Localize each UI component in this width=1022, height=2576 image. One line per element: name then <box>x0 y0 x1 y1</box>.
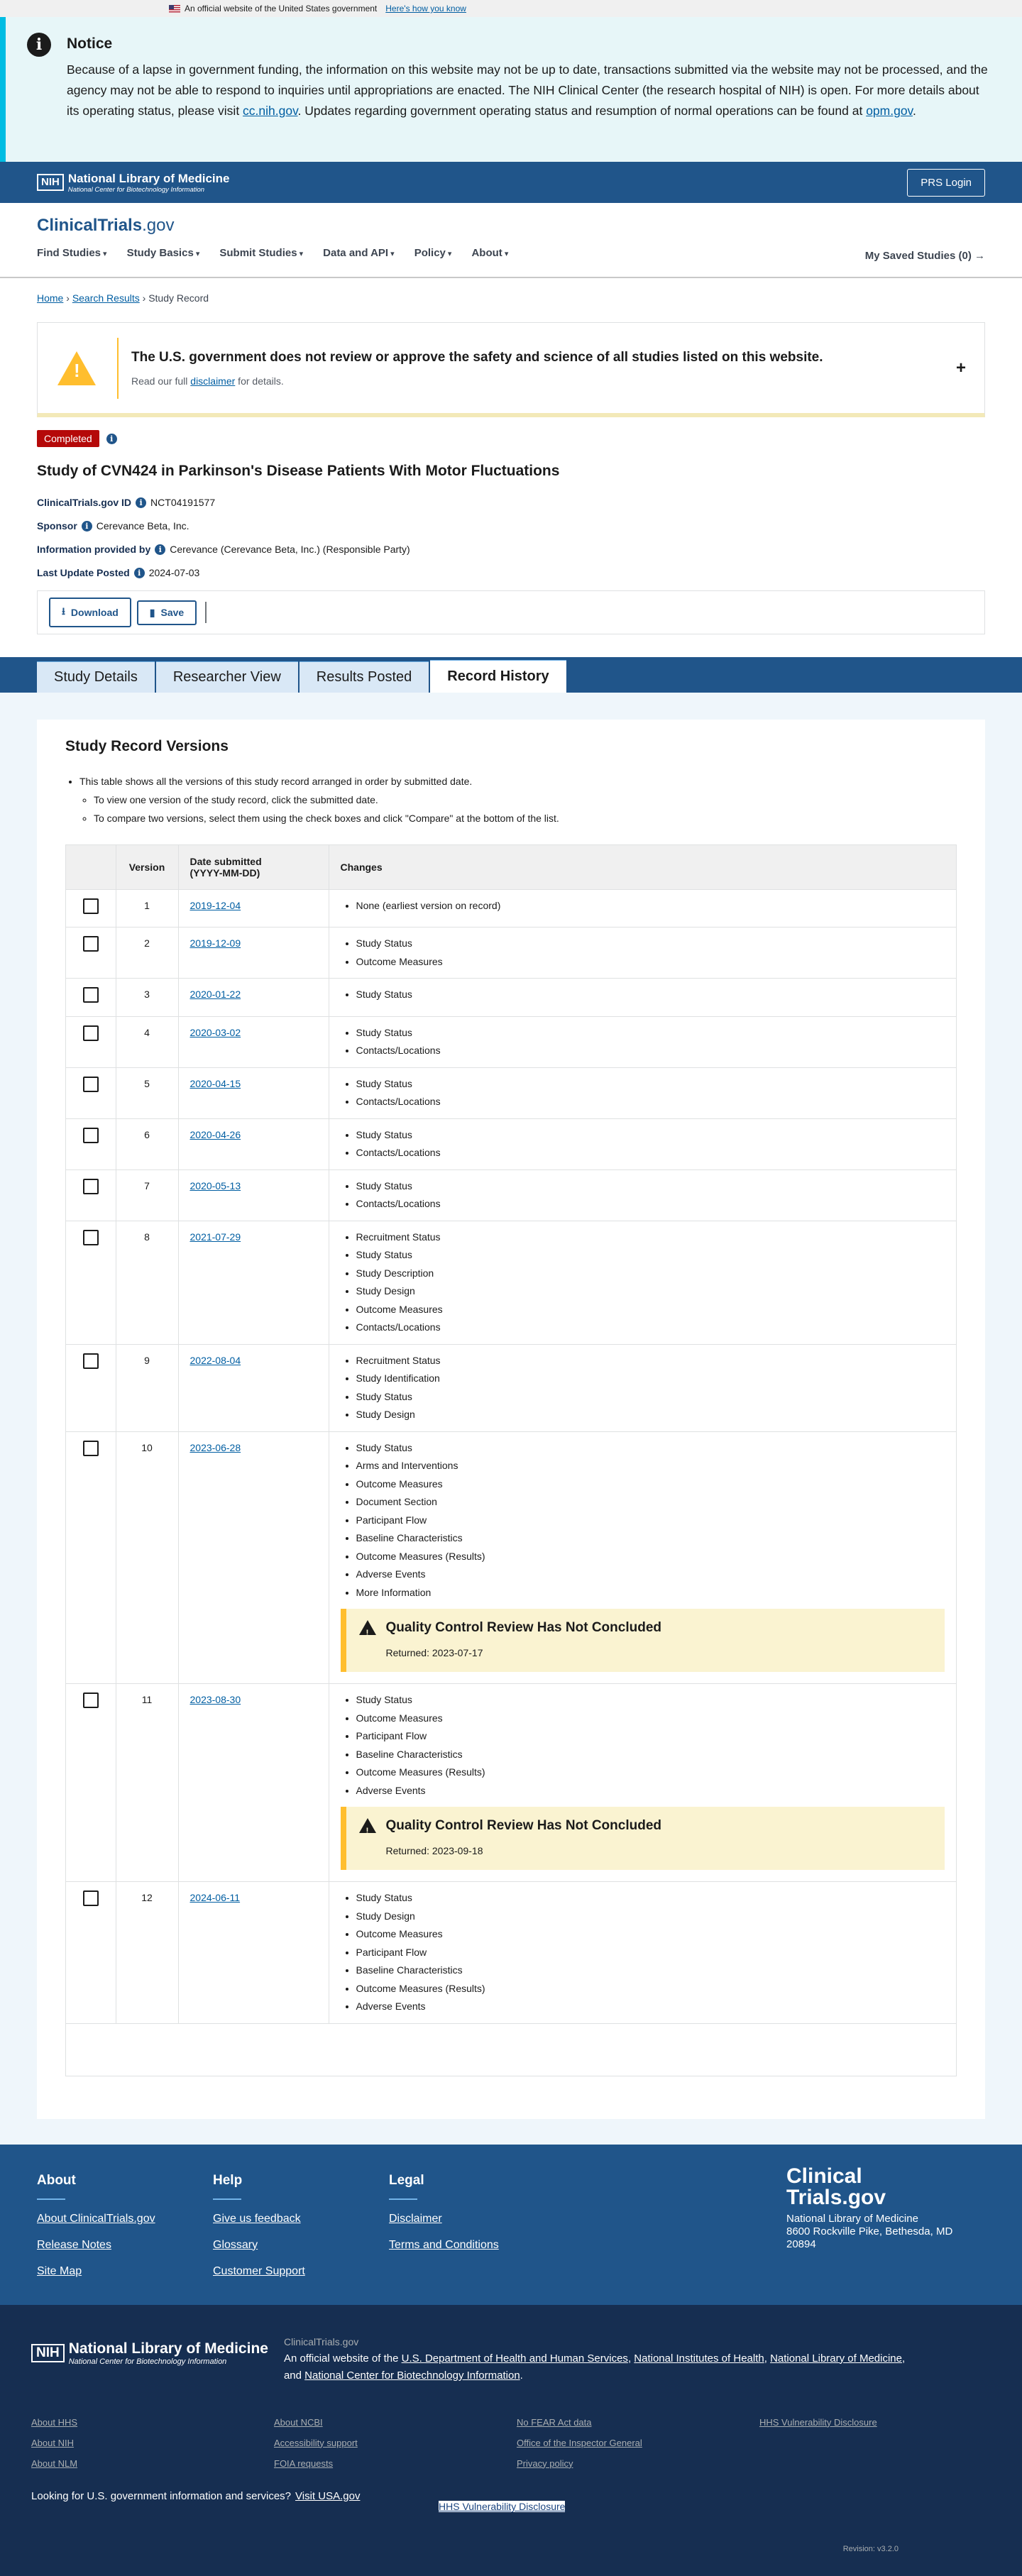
version-checkbox[interactable] <box>83 1692 99 1708</box>
qc-title: Quality Control Review Has Not Concluded <box>385 1620 661 1635</box>
versions-table <box>65 844 957 2076</box>
table-row <box>66 979 956 1017</box>
version-number: 5 <box>116 1067 178 1118</box>
version-checkbox[interactable] <box>83 936 99 952</box>
site-footer <box>0 2145 1022 2305</box>
changes-list <box>341 897 945 915</box>
foia-link[interactable]: FOIA requests <box>274 2457 334 2469</box>
version-checkbox[interactable] <box>83 1128 99 1143</box>
main-nav <box>37 247 985 259</box>
version-number: 4 <box>116 1016 178 1067</box>
footer-feedback-link[interactable]: Give us feedback <box>213 2212 301 2225</box>
nav-data-api[interactable]: Data and API ▾ <box>323 247 395 259</box>
change-item: • Study Design <box>356 1282 945 1301</box>
opm-link[interactable]: opm.gov <box>866 104 913 118</box>
nct-id: NCT04191577 <box>150 497 216 508</box>
status-badge: Completed <box>37 430 99 447</box>
version-number: 6 <box>116 1118 178 1169</box>
change-item: • Study Status <box>356 1439 945 1458</box>
table-row <box>66 1344 956 1431</box>
footer-help: Help Give us feedback Glossary Customer Support <box>213 2172 305 2277</box>
version-checkbox[interactable] <box>83 1441 99 1456</box>
footer-disclaimer-link[interactable]: Disclaimer <box>389 2212 442 2225</box>
change-item: • More Information <box>356 1584 945 1602</box>
update-info-icon[interactable]: i <box>134 568 145 578</box>
record-versions-title: Study Record Versions <box>65 738 229 754</box>
footer-nlm-logo[interactable]: NIH National Library of Medicine National Center for Biotechnology Information <box>31 2340 268 2366</box>
breadcrumb-search-results[interactable]: Search Results <box>72 292 140 304</box>
change-item: • Outcome Measures <box>356 1925 945 1944</box>
warning-icon: ! <box>359 1818 376 1833</box>
bookmark-icon: ▮ <box>149 606 155 618</box>
col-version: Version <box>116 845 178 889</box>
table-row <box>66 1684 956 1882</box>
notice-title: Notice <box>67 35 113 52</box>
change-item: • Study Status <box>356 1388 945 1407</box>
version-date-link[interactable]: 2020-05-13 <box>189 1179 241 1191</box>
change-item: • Recruitment Status <box>356 1228 945 1247</box>
notice-body: Because of a lapse in government funding, the information on this website may not be up to date, transactions submitted via the website may not be processed, and the agency may not be able to respond to inquiries until appropriations are enacted. The NIH Clinical Center (the research hospital of NIH) is open. For more details about its operating status, please visit cc.nih.gov. Updates regarding government operating status and resumption of normal operations can be found at opm.gov. <box>67 62 988 118</box>
change-item: • Study Status <box>356 1024 945 1042</box>
breadcrumb-current: Study Record <box>148 292 209 304</box>
qc-review-alert <box>341 1807 945 1870</box>
version-number: 1 <box>116 889 178 928</box>
breadcrumb-home[interactable]: Home <box>37 292 64 304</box>
footer-terms-link[interactable]: Terms and Conditions <box>389 2238 499 2251</box>
version-number: 3 <box>116 979 178 1017</box>
version-date-link[interactable]: 2023-06-28 <box>189 1441 241 1453</box>
disclaimer-alert <box>37 322 985 417</box>
version-date-link[interactable]: 2020-04-26 <box>189 1128 241 1140</box>
footer-about-ct-link[interactable]: About ClinicalTrials.gov <box>37 2212 155 2225</box>
tab-record-history[interactable]: Record History <box>430 660 566 693</box>
version-date-link[interactable]: 2019-12-04 <box>189 899 241 911</box>
version-checkbox[interactable] <box>83 1179 99 1194</box>
download-button[interactable]: ⭳ Download <box>49 598 131 627</box>
changes-list <box>341 1691 945 1800</box>
nlm-logo[interactable]: NIH National Library of Medicine National Center for Biotechnology Information <box>37 172 230 194</box>
nav-find-studies[interactable]: Find Studies ▾ <box>37 247 107 259</box>
version-date-link[interactable]: 2020-03-02 <box>189 1026 241 1038</box>
change-item: • Arms and Interventions <box>356 1457 945 1475</box>
version-date-link[interactable]: 2023-08-30 <box>189 1694 241 1705</box>
warning-icon: ! <box>57 351 96 385</box>
hhs-link[interactable]: U.S. Department of Health and Human Services <box>401 2352 628 2365</box>
change-item: • Outcome Measures <box>356 1301 945 1319</box>
breadcrumb: Home › Search Results › Study Record <box>37 292 209 304</box>
hhs-vulnerability-bottom-link[interactable]: HHS Vulnerability Disclosure <box>439 2501 566 2512</box>
sponsor-info-icon[interactable]: i <box>82 521 92 532</box>
changes-list <box>341 1352 945 1424</box>
version-date-link[interactable]: 2022-08-04 <box>189 1354 241 1366</box>
changes-list <box>341 935 945 971</box>
ncbi-link[interactable]: National Center for Biotechnology Information <box>304 2369 520 2382</box>
version-checkbox[interactable] <box>83 1890 99 1906</box>
hhs-vuln-link[interactable]: HHS Vulnerability Disclosure <box>759 2416 877 2428</box>
usa-gov-link[interactable]: Visit USA.gov <box>295 2489 361 2502</box>
version-number: 8 <box>116 1221 178 1344</box>
footer-ct-logo: Clinical Trials.gov National Library of Medicine 8600 Rockville Pike, Bethesda, MD 20894 <box>786 2164 953 2250</box>
version-checkbox[interactable] <box>83 1077 99 1092</box>
provider-value: Cerevance (Cerevance Beta, Inc.) (Responsible Party) <box>170 544 410 555</box>
change-item: • Study Status <box>356 1889 945 1908</box>
nav-study-basics[interactable]: Study Basics ▾ <box>127 247 200 259</box>
change-item: • Adverse Events <box>356 1998 945 2016</box>
qc-returned: Returned: 2023-09-18 <box>385 1844 483 1856</box>
change-item: • Contacts/Locations <box>356 1042 945 1060</box>
study-header <box>0 417 1022 578</box>
footer-release-notes-link[interactable]: Release Notes <box>37 2238 111 2251</box>
version-number: 12 <box>116 1882 178 2023</box>
record-history-section <box>0 693 1022 2145</box>
study-meta: ClinicalTrials.gov ID i NCT04191577 Sponsor i Cerevance Beta, Inc. Information provided by i Cerevance (Cerevance Beta, Inc.) (Responsible Party) Last Update Posted i 2024-07-03 <box>37 497 410 578</box>
last-update-value: 2024-07-03 <box>148 567 200 578</box>
version-number: 7 <box>116 1169 178 1221</box>
nav-policy[interactable]: Policy ▾ <box>414 247 452 259</box>
change-item: • Study Status <box>356 1126 945 1145</box>
nlm-link[interactable]: National Library of Medicine <box>770 2352 902 2365</box>
study-title: Study of CVN424 in Parkinson's Disease Patients With Motor Fluctuations <box>37 463 560 479</box>
version-checkbox[interactable] <box>83 1353 99 1369</box>
my-saved-studies-link[interactable]: My Saved Studies (0) → <box>864 250 985 262</box>
disclaimer-text: Read our full disclaimer for details. <box>131 375 284 387</box>
nih-link[interactable]: National Institutes of Health <box>634 2352 764 2365</box>
change-item: • Contacts/Locations <box>356 1144 945 1162</box>
save-button[interactable]: ▮ Save <box>137 600 197 625</box>
sponsor-value: Cerevance Beta, Inc. <box>96 520 189 532</box>
about-hhs-link[interactable]: About HHS <box>31 2416 78 2428</box>
version-checkbox[interactable] <box>83 1025 99 1041</box>
table-row <box>66 1882 956 2023</box>
change-item: • Study Status <box>356 1691 945 1710</box>
cc-nih-link[interactable]: cc.nih.gov <box>243 104 298 118</box>
change-item: • Outcome Measures <box>356 1710 945 1728</box>
revision-label: Revision: v3.2.0 <box>842 2544 899 2553</box>
us-flag-icon <box>169 5 180 13</box>
footer-agency-info: ClinicalTrials.gov An official website of the U.S. Department of Health and Human Services, National Institutes of Health, National Library of Medicine, and National Center for Biotechnology Information. <box>283 2335 906 2382</box>
download-icon: ⭳ <box>62 605 65 617</box>
version-date-link[interactable]: 2020-01-22 <box>189 989 241 1000</box>
instructions-list: • This table shows all the versions of this study record arranged in order by submitted date. ◦ To view one version of the study record, click the submitted date. ◦ To compare two versions, select them using the check boxes and click "Compare" at the bottom of the list. <box>65 772 957 827</box>
heres-how-you-know-link[interactable]: Here's how you know <box>385 4 466 13</box>
change-item: • Contacts/Locations <box>356 1093 945 1111</box>
about-nih-link[interactable]: About NIH <box>31 2437 74 2448</box>
changes-list <box>341 1228 945 1337</box>
change-item: • Study Status <box>356 1177 945 1196</box>
change-item: • Study Status <box>356 986 945 1004</box>
footer-support-link[interactable]: Customer Support <box>213 2264 305 2277</box>
change-item: • Baseline Characteristics <box>356 1961 945 1980</box>
changes-list <box>341 1075 945 1111</box>
disclaimer-title: The U.S. government does not review or approve the safety and science of all studies listed on this website. <box>131 349 823 365</box>
footer-glossary-link[interactable]: Glossary <box>213 2238 258 2251</box>
version-checkbox[interactable] <box>83 987 99 1003</box>
study-tabs <box>0 657 1022 693</box>
table-row <box>66 1067 956 1118</box>
record-history-panel <box>37 720 985 2119</box>
table-row <box>66 1169 956 1221</box>
change-item: • Study Design <box>356 1908 945 1926</box>
nih-header <box>0 162 1022 203</box>
footer-about: About About ClinicalTrials.gov Release Notes Site Map <box>37 2172 155 2277</box>
change-item: • Adverse Events <box>356 1565 945 1584</box>
gov-banner-text: An official website of the United States government <box>185 4 378 13</box>
tab-researcher-view[interactable]: Researcher View <box>156 661 298 693</box>
change-item: • Recruitment Status <box>356 1352 945 1370</box>
col-select <box>66 845 116 889</box>
change-item: • Baseline Characteristics <box>356 1746 945 1764</box>
agency-footer <box>0 2305 1022 2576</box>
changes-list <box>341 1439 945 1602</box>
change-item: • Contacts/Locations <box>356 1195 945 1213</box>
nav-submit-studies[interactable]: Submit Studies ▾ <box>219 247 303 259</box>
version-date-link[interactable]: 2020-04-15 <box>189 1077 241 1089</box>
change-item: • Participant Flow <box>356 1727 945 1746</box>
nav-about[interactable]: About ▾ <box>471 247 508 259</box>
expand-plus-icon[interactable]: + <box>955 358 966 378</box>
change-item: • Outcome Measures (Results) <box>356 1980 945 1998</box>
funding-notice <box>0 17 1022 162</box>
version-number: 9 <box>116 1344 178 1431</box>
tab-study-details[interactable]: Study Details <box>37 661 155 693</box>
changes-list <box>341 1889 945 2016</box>
change-item: • Participant Flow <box>356 1512 945 1530</box>
accessibility-link[interactable]: Accessibility support <box>274 2437 358 2448</box>
change-item: • Contacts/Locations <box>356 1319 945 1337</box>
change-item: • Outcome Measures (Results) <box>356 1763 945 1782</box>
footer-site-map-link[interactable]: Site Map <box>37 2264 82 2277</box>
qc-returned: Returned: 2023-07-17 <box>385 1646 483 1658</box>
clinicaltrials-logo[interactable]: ClinicalTrials.gov <box>37 216 175 235</box>
changes-list <box>341 1177 945 1213</box>
tab-results-posted[interactable]: Results Posted <box>300 661 429 693</box>
version-date-link[interactable]: 2021-07-29 <box>189 1231 241 1243</box>
version-number: 11 <box>116 1684 178 1882</box>
change-item: • Adverse Events <box>356 1782 945 1800</box>
inspector-general-link[interactable]: Office of the Inspector General <box>517 2437 642 2448</box>
id-info-icon[interactable]: i <box>136 497 146 508</box>
table-row <box>66 928 956 979</box>
table-row <box>66 1118 956 1169</box>
version-date-link[interactable]: 2019-12-09 <box>189 937 241 949</box>
table-row <box>66 1431 956 1684</box>
table-row <box>66 1016 956 1067</box>
change-item: • Outcome Measures <box>356 1475 945 1494</box>
prs-login-button[interactable]: PRS Login <box>907 169 985 197</box>
changes-list <box>341 1126 945 1162</box>
provider-info-icon[interactable]: i <box>155 544 165 555</box>
change-item: • Study Status <box>356 1246 945 1265</box>
qc-review-alert <box>341 1609 945 1672</box>
change-item: • Baseline Characteristics <box>356 1529 945 1548</box>
about-nlm-link[interactable]: About NLM <box>31 2457 78 2469</box>
footer-agency-links <box>31 2417 991 2469</box>
table-row <box>66 1221 956 1344</box>
change-item: • Study Design <box>356 1406 945 1424</box>
disclaimer-link[interactable]: disclaimer <box>190 375 236 387</box>
change-item: • Outcome Measures (Results) <box>356 1548 945 1566</box>
changes-list <box>341 986 945 1004</box>
change-item: • Study Description <box>356 1265 945 1283</box>
status-info-icon[interactable]: i <box>106 434 117 444</box>
col-changes: Changes <box>329 845 956 889</box>
table-row <box>66 889 956 928</box>
version-checkbox[interactable] <box>83 1230 99 1245</box>
info-icon: i <box>27 33 51 57</box>
usa-gov-row: Looking for U.S. government information and services? Visit USA.gov <box>31 2489 361 2502</box>
version-number: 10 <box>116 1431 178 1684</box>
col-date: Date submitted (YYYY-MM-DD) <box>178 845 329 889</box>
change-item: • Participant Flow <box>356 1944 945 1962</box>
gov-banner <box>0 0 1022 17</box>
privacy-link[interactable]: Privacy policy <box>517 2457 573 2469</box>
change-item: • Study Identification <box>356 1370 945 1388</box>
version-date-link[interactable]: 2024-06-11 <box>189 1892 241 1903</box>
no-fear-link[interactable]: No FEAR Act data <box>517 2416 592 2428</box>
about-ncbi-link[interactable]: About NCBI <box>274 2416 323 2428</box>
footer-legal: Legal Disclaimer Terms and Conditions <box>389 2172 499 2251</box>
change-item: • Document Section <box>356 1493 945 1512</box>
warning-icon: ! <box>359 1620 376 1635</box>
version-checkbox[interactable] <box>83 898 99 914</box>
change-item: • None (earliest version on record) <box>356 897 945 915</box>
changes-list <box>341 1024 945 1060</box>
site-header <box>0 203 1022 278</box>
change-item: • Study Status <box>356 935 945 953</box>
action-bar <box>37 590 985 634</box>
change-item: • Study Status <box>356 1075 945 1094</box>
version-number: 2 <box>116 928 178 979</box>
qc-title: Quality Control Review Has Not Concluded <box>385 1818 661 1833</box>
change-item: • Outcome Measures <box>356 953 945 971</box>
